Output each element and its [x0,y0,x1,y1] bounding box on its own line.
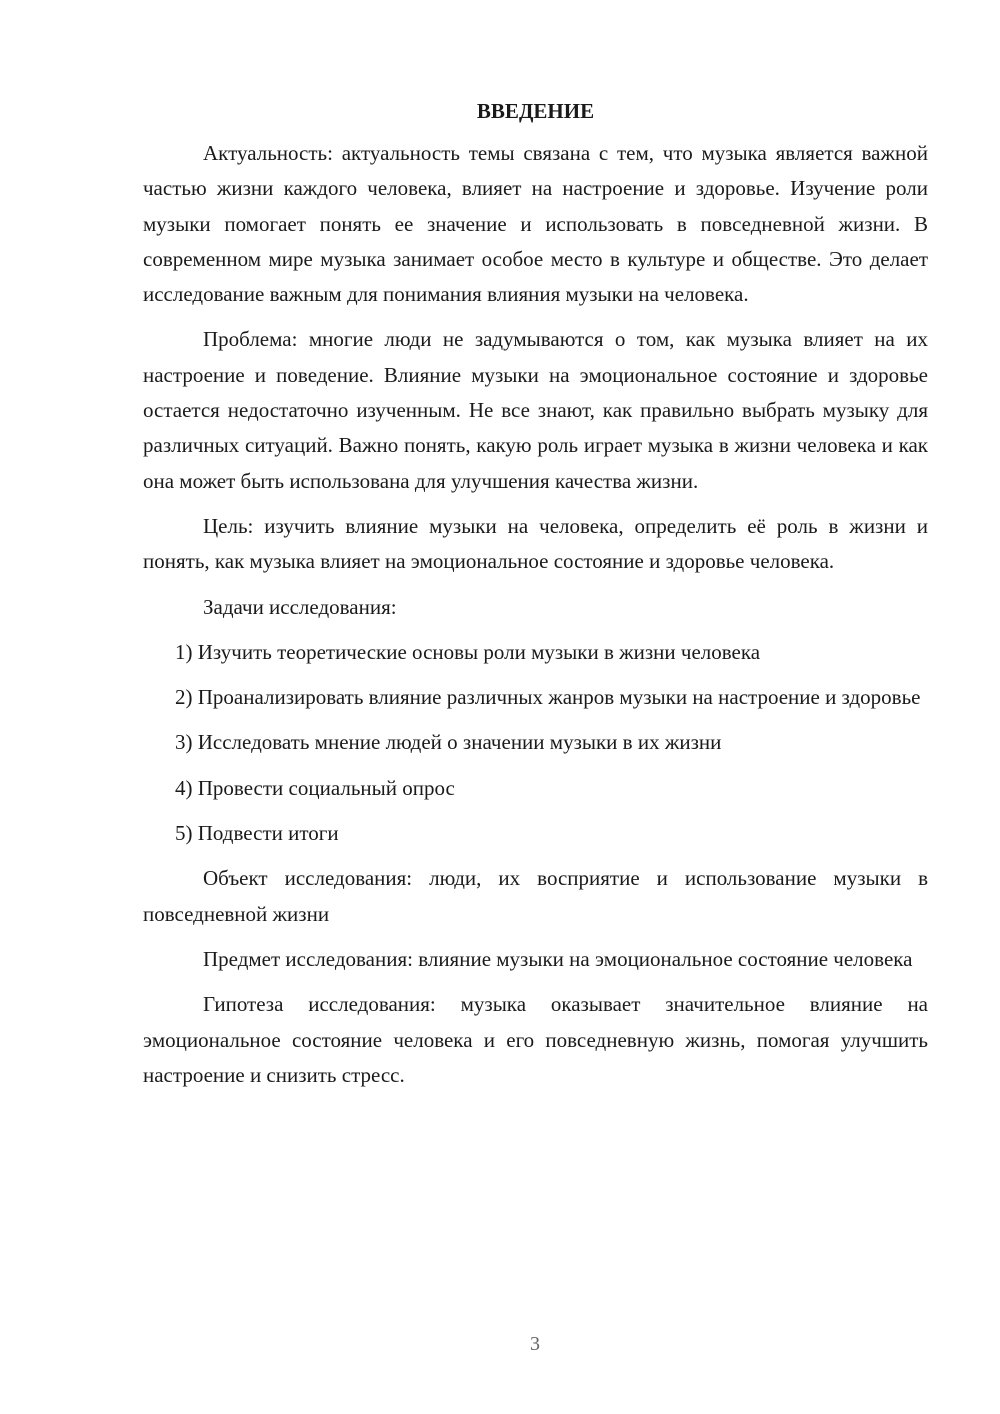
page-content [143,97,928,1103]
relevance-paragraph: Актуальность: актуальность темы связана с тем, что музыка является важной частью жизни каждого человека, влияет на настроение и здоровье. Изучение роли музыки помогает понять ее значение и использовать в повседневной жизни. В современном мире музыка занимает особое место в культуре и обществе. Это делает исследование важным для понимания влияния музыки на человека. [143,141,928,307]
problem-paragraph: Проблема: многие люди не задумываются о том, как музыка влияет на их настроение и поведение. Влияние музыки на эмоциональное состояние и здоровье остается недостаточно изученным. Не все знают, как правильно выбрать музыку для различных ситуаций. Важно понять, какую роль играет музыка в жизни человека и как она может быть использована для улучшения качества жизни. [143,327,928,493]
task-item-3: 3) Исследовать мнение людей о значении музыки в их жизни [175,730,722,755]
subject-paragraph: Предмет исследования: влияние музыки на эмоциональное состояние человека [203,946,913,971]
task-item-4: 4) Провести социальный опрос [175,775,455,800]
tasks-heading: Задачи исследования: [203,594,397,619]
task-item-5: 5) Подвести итоги [175,821,339,846]
task-item-2: 2) Проанализировать влияние различных жанров музыки на настроение и здоровье [175,685,921,710]
section-title: ВВЕДЕНИЕ [476,99,595,123]
goal-paragraph: Цель: изучить влияние музыки на человека, определить её роль в жизни и понять, как музыка влияет на эмоциональное состояние и здоровье человека. [143,513,928,574]
page-number: 3 [530,1333,540,1355]
hypothesis-paragraph: Гипотеза исследования: музыка оказывает значительное влияние на эмоциональное состояние человека и его повседневную жизнь, помогая улучшить настроение и снизить стресс. [143,992,928,1087]
object-paragraph: Объект исследования: люди, их восприятие и использование музыки в повседневной жизни [143,866,928,926]
task-item-1: 1) Изучить теоретические основы роли музыки в жизни человека [175,639,761,664]
